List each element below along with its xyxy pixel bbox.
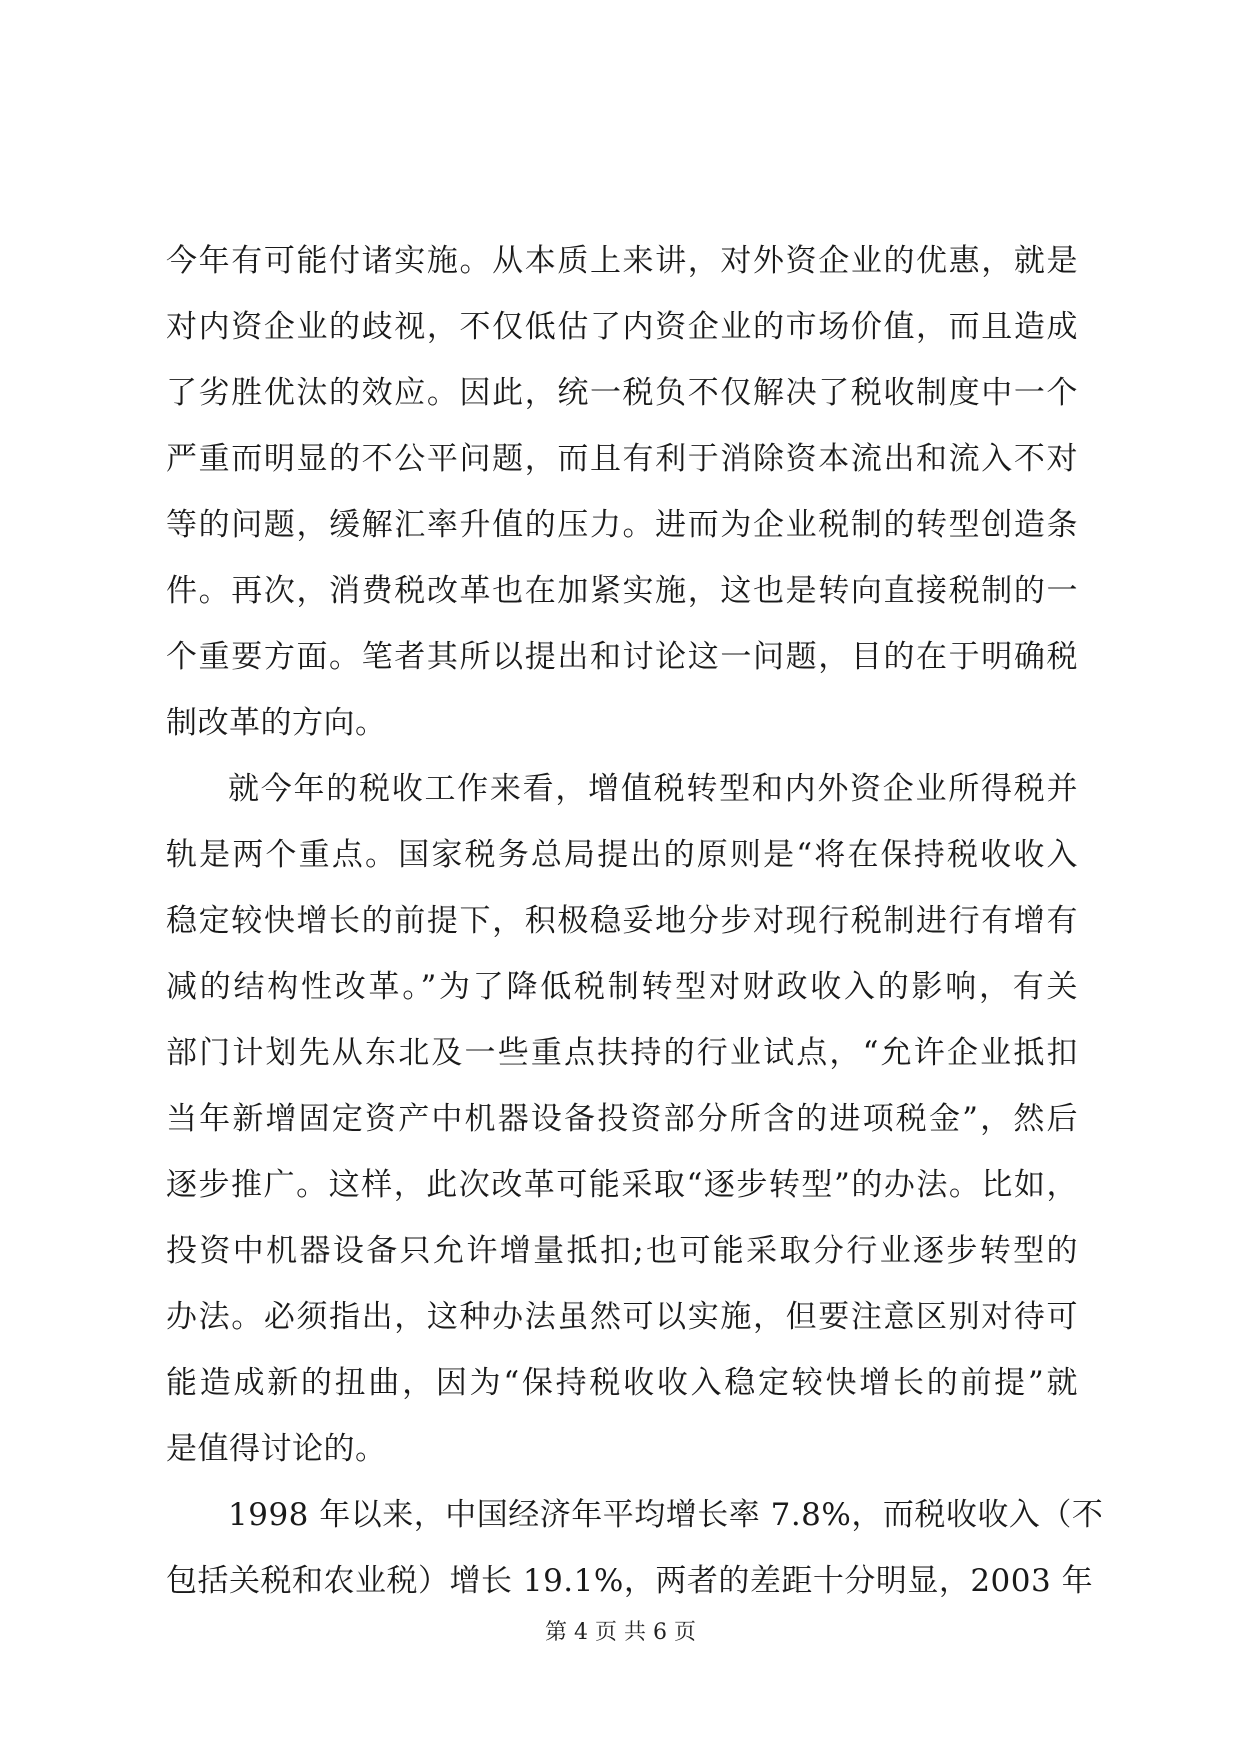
text-line: 部门计划先从东北及一些重点扶持的行业试点，“允许企业抵扣 xyxy=(166,1035,1078,1071)
text-line: 投资中机器设备只允许增量抵扣;也可能采取分行业逐步转型的 xyxy=(166,1233,1078,1269)
text-line: 轨是两个重点。国家税务总局提出的原则是“将在保持税收收入 xyxy=(166,837,1078,873)
text-line: 制改革的方向。 xyxy=(166,705,387,741)
text-line: 严重而明显的不公平问题，而且有利于消除资本流出和流入不对 xyxy=(166,441,1078,477)
paragraph xyxy=(166,1482,1104,1614)
text-line: 办法。必须指出，这种办法虽然可以实施，但要注意区别对待可 xyxy=(166,1299,1078,1335)
text-line: 逐步推广。这样，此次改革可能采取“逐步转型”的办法。比如， xyxy=(166,1167,1078,1203)
text-line: 稳定较快增长的前提下，积极稳妥地分步对现行税制进行有增有 xyxy=(166,903,1078,939)
text-line: 对内资企业的歧视，不仅低估了内资企业的市场价值，而且造成 xyxy=(166,309,1078,345)
text-line: 今年有可能付诸实施。从本质上来讲，对外资企业的优惠，就是 xyxy=(166,243,1078,279)
text-line: 减的结构性改革。”为了降低税制转型对财政收入的影响，有关 xyxy=(166,969,1078,1005)
body-text xyxy=(166,228,1104,1614)
text-line: 能造成新的扭曲，因为“保持税收收入稳定较快增长的前提”就 xyxy=(166,1365,1078,1401)
text-line: 等的问题，缓解汇率升值的压力。进而为企业税制的转型创造条 xyxy=(166,507,1078,543)
text-line: 个重要方面。笔者其所以提出和讨论这一问题，目的在于明确税 xyxy=(166,639,1078,675)
page-footer: 第 4 页 共 6 页 xyxy=(545,1620,696,1645)
paragraph xyxy=(166,756,1078,1482)
text-line: 是值得讨论的。 xyxy=(166,1431,387,1467)
text-line: 件。再次，消费税改革也在加紧实施，这也是转向直接税制的一 xyxy=(166,573,1078,609)
text-line: 就今年的税收工作来看，增值税转型和内外资企业所得税并 xyxy=(228,771,1078,807)
text-line: 当年新增固定资产中机器设备投资部分所含的进项税金”，然后 xyxy=(166,1101,1078,1137)
text-line: 包括关税和农业税）增长 19.1%，两者的差距十分明显，2003 年 xyxy=(166,1563,1094,1599)
text-line: 了劣胜优汰的效应。因此，统一税负不仅解决了税收制度中一个 xyxy=(166,375,1078,411)
text-line: 1998 年以来，中国经济年平均增长率 7.8%，而税收收入（不 xyxy=(228,1497,1104,1533)
paragraph xyxy=(166,228,1078,756)
